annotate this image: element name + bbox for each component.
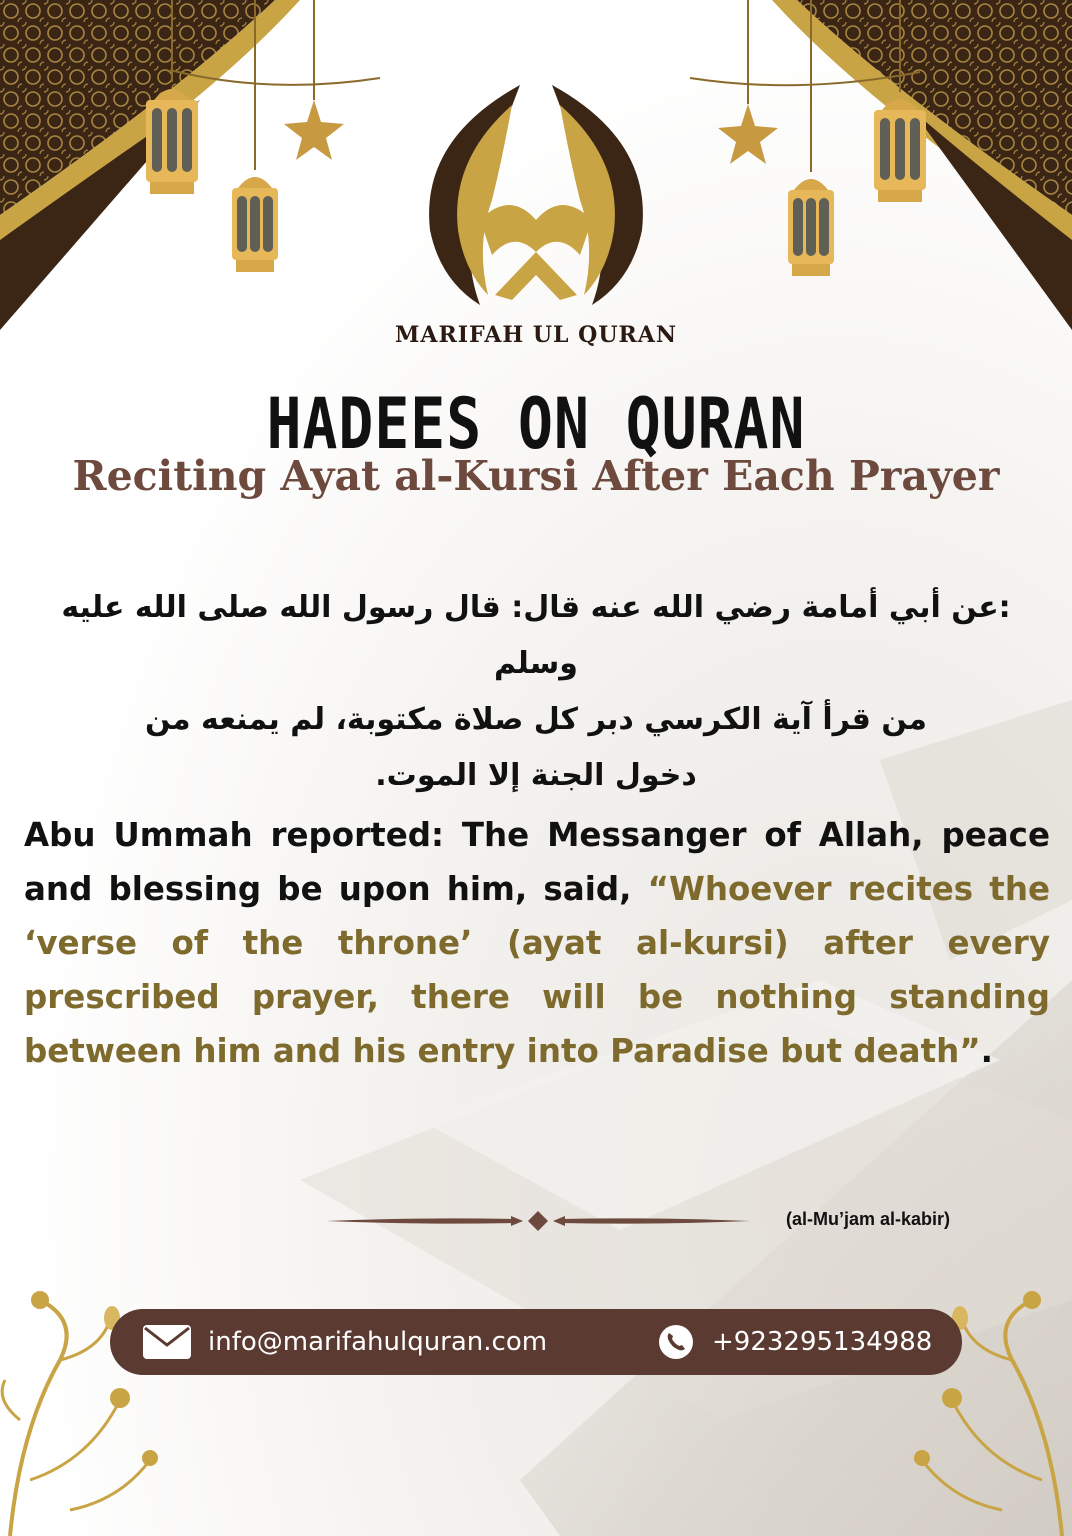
english-end: . xyxy=(980,1032,993,1070)
contact-email-group[interactable] xyxy=(142,1309,547,1375)
arabic-hadith xyxy=(40,580,1032,804)
phone-icon xyxy=(658,1324,694,1360)
brand-name: MARIFAH UL QURAN xyxy=(395,322,677,348)
arabic-line: من قرأ آية الكرسي دبر كل صلاة مكتوبة، لم يمنعه من xyxy=(145,702,927,737)
source-reference: (al-Mu’jam al-kabir) xyxy=(786,1209,951,1229)
english-intro: Abu Ummah reported: The Messanger of Allah, peace and blessing be upon him, said, xyxy=(24,816,1050,908)
arabic-line: :عن أبي أمامة رضي الله عنه قال: قال رسول الله صلى الله عليه وسلم xyxy=(61,590,1011,681)
mail-icon xyxy=(142,1324,192,1360)
quran-logo-icon xyxy=(400,80,672,310)
phone-text[interactable]: +923295134988 xyxy=(712,1327,933,1357)
email-text[interactable]: info@marifahulquran.com xyxy=(208,1327,548,1357)
english-quote: “Whoever recites the ‘verse of the throne’ (ayat al-kursi) after every prescribed prayer, there will be nothing standing between him and his entry into Paradise but death” xyxy=(24,870,1050,1070)
arabic-line: دخول الجنة إلا الموت. xyxy=(375,758,697,793)
contact-phone-group[interactable] xyxy=(658,1309,932,1375)
english-translation xyxy=(24,808,1050,1078)
page-title: HADEES ON QURAN xyxy=(266,382,806,465)
ornamental-divider xyxy=(326,1208,750,1234)
page-subtitle: Reciting Ayat al-Kursi After Each Prayer xyxy=(72,452,1000,500)
contact-bar xyxy=(110,1309,962,1375)
